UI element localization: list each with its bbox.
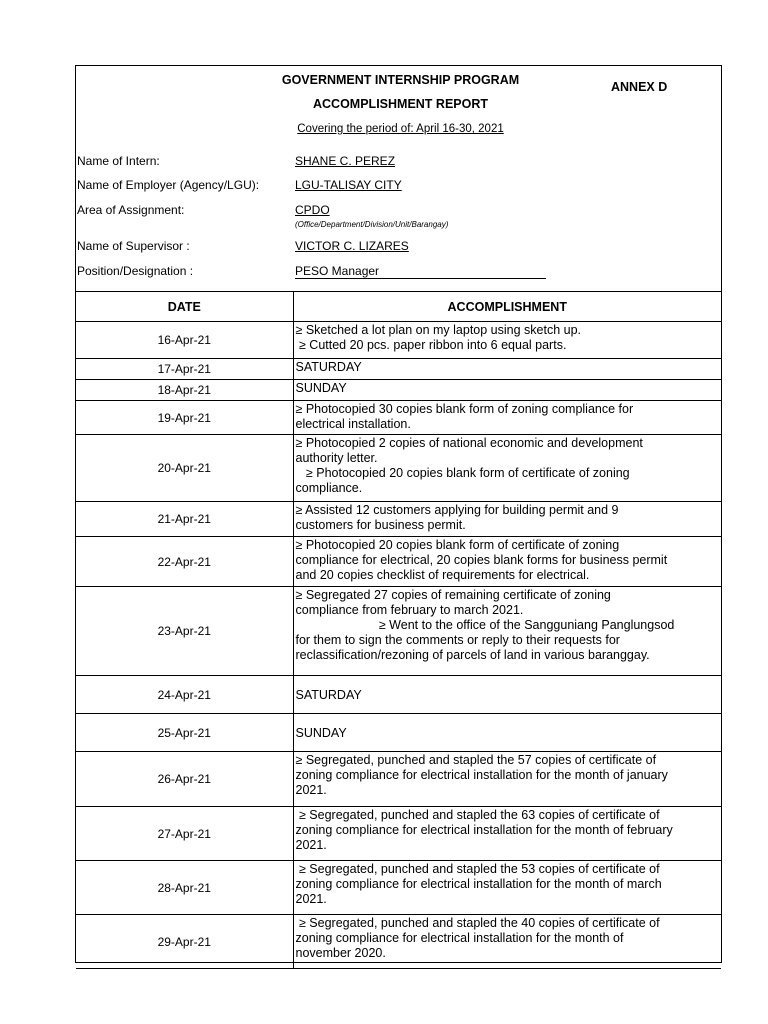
row-date: 29-Apr-21 xyxy=(76,915,293,969)
accomplishment-line: zoning compliance for electrical installation for the month of xyxy=(295,931,624,945)
supervisor-value: VICTOR C. LIZARES xyxy=(295,239,409,253)
accomplishment-line: ≥ Segregated, punched and stapled the 40 copies of certificate of xyxy=(295,916,660,930)
accomplishment-line: 2021. xyxy=(295,892,327,906)
intern-label: Name of Intern: xyxy=(77,154,160,168)
report-sheet xyxy=(75,65,722,963)
row-date: 19-Apr-21 xyxy=(76,401,293,435)
table-row xyxy=(76,676,721,714)
row-date: 26-Apr-21 xyxy=(76,752,293,807)
intern-value: SHANE C. PEREZ xyxy=(295,154,396,168)
accomplishment-line: ≥ Segregated 27 copies of remaining certificate of zoning xyxy=(295,588,611,602)
accomplishment-line: for them to sign the comments or reply to their requests for xyxy=(295,633,620,647)
table-row xyxy=(76,435,721,502)
accomplishment-line: ≥ Cutted 20 pcs. paper ribbon into 6 equal parts. xyxy=(295,338,567,352)
row-accomplishment xyxy=(293,537,721,587)
position-label: Position/Designation : xyxy=(77,264,194,278)
supervisor-label: Name of Supervisor : xyxy=(77,239,190,253)
accomplishment-line: zoning compliance for electrical installation for the month of january xyxy=(295,768,668,782)
accomplishment-line: november 2020. xyxy=(295,946,386,960)
report-title: ACCOMPLISHMENT REPORT xyxy=(313,97,488,111)
report-period: Covering the period of: April 16-30, 2021 xyxy=(297,123,504,135)
accomplishment-column-header: ACCOMPLISHMENT xyxy=(293,292,721,322)
accomplishment-line: zoning compliance for electrical installation for the month of march xyxy=(295,877,662,891)
accomplishment-line: ≥ Assisted 12 customers applying for building permit and 9 xyxy=(295,503,619,517)
table-row xyxy=(76,752,721,807)
table-row xyxy=(76,807,721,861)
row-date: 22-Apr-21 xyxy=(76,537,293,587)
table-row xyxy=(76,537,721,587)
table-row xyxy=(76,401,721,435)
row-accomplishment xyxy=(293,752,721,807)
report-header xyxy=(76,66,721,292)
row-accomplishment xyxy=(293,915,721,969)
date-column-header: DATE xyxy=(76,292,293,322)
table-row xyxy=(76,861,721,915)
accomplishment-line: reclassification/rezoning of parcels of land in various baranggay. xyxy=(295,648,650,662)
employer-value: LGU-TALISAY CITY xyxy=(295,178,402,192)
row-accomplishment xyxy=(293,587,721,676)
row-date: 16-Apr-21 xyxy=(76,322,293,359)
row-accomplishment xyxy=(293,676,721,714)
accomplishment-line: ≥ Went to the office of the Sangguniang Panglungsod xyxy=(295,618,675,632)
accomplishment-line: compliance from february to march 2021. xyxy=(295,603,524,617)
accomplishment-line: 2021. xyxy=(295,783,327,797)
annex-label: ANNEX D xyxy=(611,80,668,94)
row-date: 28-Apr-21 xyxy=(76,861,293,915)
accomplishment-line: ≥ Photocopied 20 copies blank form of certificate of zoning xyxy=(295,538,620,552)
table-header-row xyxy=(76,292,721,322)
row-date: 17-Apr-21 xyxy=(76,359,293,380)
accomplishment-line: SUNDAY xyxy=(295,725,347,740)
accomplishment-line: ≥ Segregated, punched and stapled the 53 copies of certificate of xyxy=(295,862,660,876)
row-date: 25-Apr-21 xyxy=(76,714,293,752)
accomplishment-line: authority letter. xyxy=(295,451,378,465)
area-value: CPDO xyxy=(295,203,330,217)
table-row xyxy=(76,322,721,359)
accomplishment-line: compliance for electrical, 20 copies blank forms for business permit xyxy=(295,553,668,567)
table-row xyxy=(76,380,721,401)
table-row xyxy=(76,714,721,752)
row-accomplishment xyxy=(293,380,721,401)
accomplishment-line: ≥ Segregated, punched and stapled the 63 copies of certificate of xyxy=(295,808,660,822)
row-accomplishment xyxy=(293,502,721,537)
accomplishment-line: customers for business permit. xyxy=(295,518,466,532)
row-accomplishment xyxy=(293,322,721,359)
accomplishment-line: ≥ Sketched a lot plan on my laptop using sketch up. xyxy=(295,323,582,337)
row-date: 27-Apr-21 xyxy=(76,807,293,861)
table-row xyxy=(76,915,721,969)
accomplishment-line: compliance. xyxy=(295,481,363,495)
employer-label: Name of Employer (Agency/LGU): xyxy=(77,178,260,192)
area-note: (Office/Department/Division/Unit/Barangay) xyxy=(295,220,449,229)
row-accomplishment xyxy=(293,861,721,915)
accomplishment-line: electrical installation. xyxy=(295,417,411,431)
row-accomplishment xyxy=(293,359,721,380)
accomplishment-line: ≥ Photocopied 2 copies of national economic and development xyxy=(295,436,643,450)
accomplishment-line: SATURDAY xyxy=(295,687,362,702)
accomplishment-line: ≥ Photocopied 30 copies blank form of zoning compliance for xyxy=(295,402,634,416)
area-label: Area of Assignment: xyxy=(77,203,185,217)
row-date: 20-Apr-21 xyxy=(76,435,293,502)
table-row xyxy=(76,502,721,537)
row-accomplishment xyxy=(293,714,721,752)
row-accomplishment xyxy=(293,401,721,435)
program-title: GOVERNMENT INTERNSHIP PROGRAM xyxy=(281,73,520,87)
row-accomplishment xyxy=(293,807,721,861)
accomplishment-line: ≥ Segregated, punched and stapled the 57 copies of certificate of xyxy=(295,753,657,767)
table-row xyxy=(76,587,721,676)
row-date: 24-Apr-21 xyxy=(76,676,293,714)
accomplishment-table xyxy=(76,291,721,969)
row-date: 23-Apr-21 xyxy=(76,587,293,676)
accomplishment-line: 2021. xyxy=(295,838,327,852)
table-row xyxy=(76,359,721,380)
accomplishment-line: SATURDAY xyxy=(295,360,362,374)
accomplishment-line: SUNDAY xyxy=(295,381,347,395)
accomplishment-line: ≥ Photocopied 20 copies blank form of certificate of zoning xyxy=(295,466,630,480)
accomplishment-line: and 20 copies checklist of requirements for electrical. xyxy=(295,568,590,582)
row-accomplishment xyxy=(293,435,721,502)
row-date: 18-Apr-21 xyxy=(76,380,293,401)
position-value: PESO Manager xyxy=(295,264,546,279)
row-date: 21-Apr-21 xyxy=(76,502,293,537)
accomplishment-line: zoning compliance for electrical installation for the month of february xyxy=(295,823,673,837)
